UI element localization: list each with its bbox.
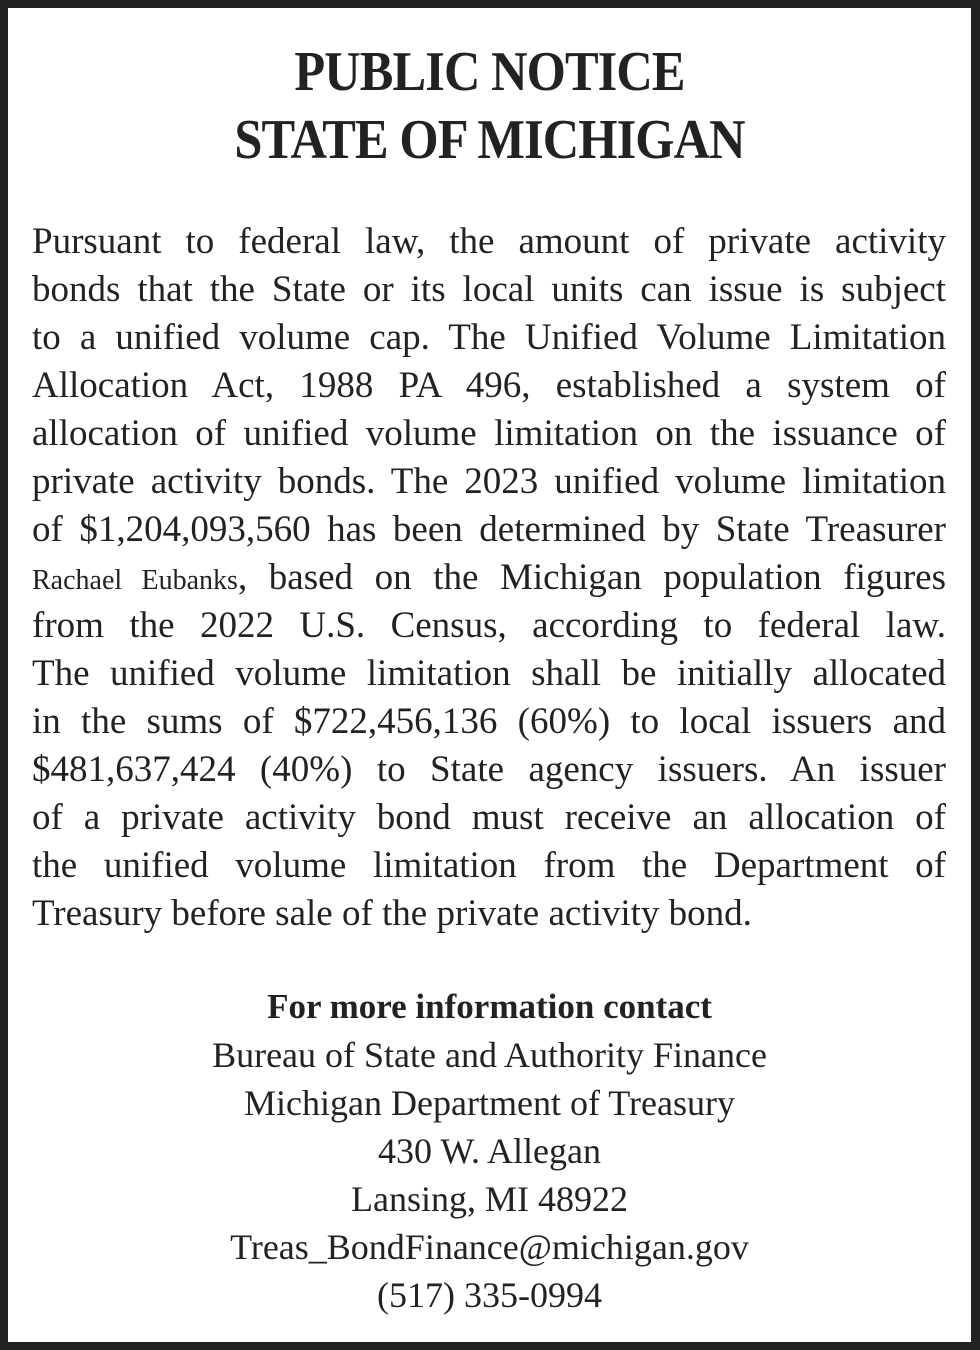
title-line-2: STATE OF MICHIGAN xyxy=(234,109,745,171)
body-line: allocation of unified volume limitation on the issuance of xyxy=(32,413,946,454)
body-line: Treasury before sale of the private activity bond. xyxy=(32,893,752,934)
body-line: private activity bonds. The 2023 unified volume limitation xyxy=(32,461,946,502)
contact-bureau: Bureau of State and Authority Finance xyxy=(212,1035,767,1075)
contact-heading: For more information contact xyxy=(267,987,712,1026)
body-line: Allocation Act, 1988 PA 496, established a system of xyxy=(32,365,946,406)
title-line-1: PUBLIC NOTICE xyxy=(294,41,685,103)
contact-phone: (517) 335-0994 xyxy=(377,1275,602,1315)
contact-street: 430 W. Allegan xyxy=(378,1131,601,1171)
body-line: from the 2022 U.S. Census, according to federal law. xyxy=(32,605,946,646)
notice-title xyxy=(8,38,971,174)
body-line: of a private activity bond must receive an allocation of xyxy=(32,797,946,838)
public-notice xyxy=(8,8,971,1342)
body-line: $481,637,424 (40%) to State agency issuers. An issuer xyxy=(32,749,946,790)
body-line: The unified volume limitation shall be initially allocated xyxy=(32,653,946,694)
body-line: bonds that the State or its local units can issue is subject xyxy=(32,269,946,310)
contact-block xyxy=(8,983,971,1319)
body-line: to a unified volume cap. The Unified Volume Limitation xyxy=(32,317,946,358)
treasurer-name: Rachael Eubanks xyxy=(32,565,238,596)
body-line: of $1,204,093,560 has been determined by State Treasurer xyxy=(32,509,946,550)
body-line: the unified volume limitation from the Department of xyxy=(32,845,946,886)
treasurer-line-rest: , based on the Michigan population figures xyxy=(237,557,946,598)
body-line: Pursuant to federal law, the amount of private activity xyxy=(32,221,946,262)
contact-department: Michigan Department of Treasury xyxy=(244,1083,735,1123)
body-line: in the sums of $722,456,136 (60%) to local issuers and xyxy=(32,701,946,742)
body-line-treasurer xyxy=(32,554,946,602)
contact-city: Lansing, MI 48922 xyxy=(351,1179,628,1219)
notice-body xyxy=(32,218,946,938)
contact-email: Treas_BondFinance@michigan.gov xyxy=(230,1227,749,1267)
